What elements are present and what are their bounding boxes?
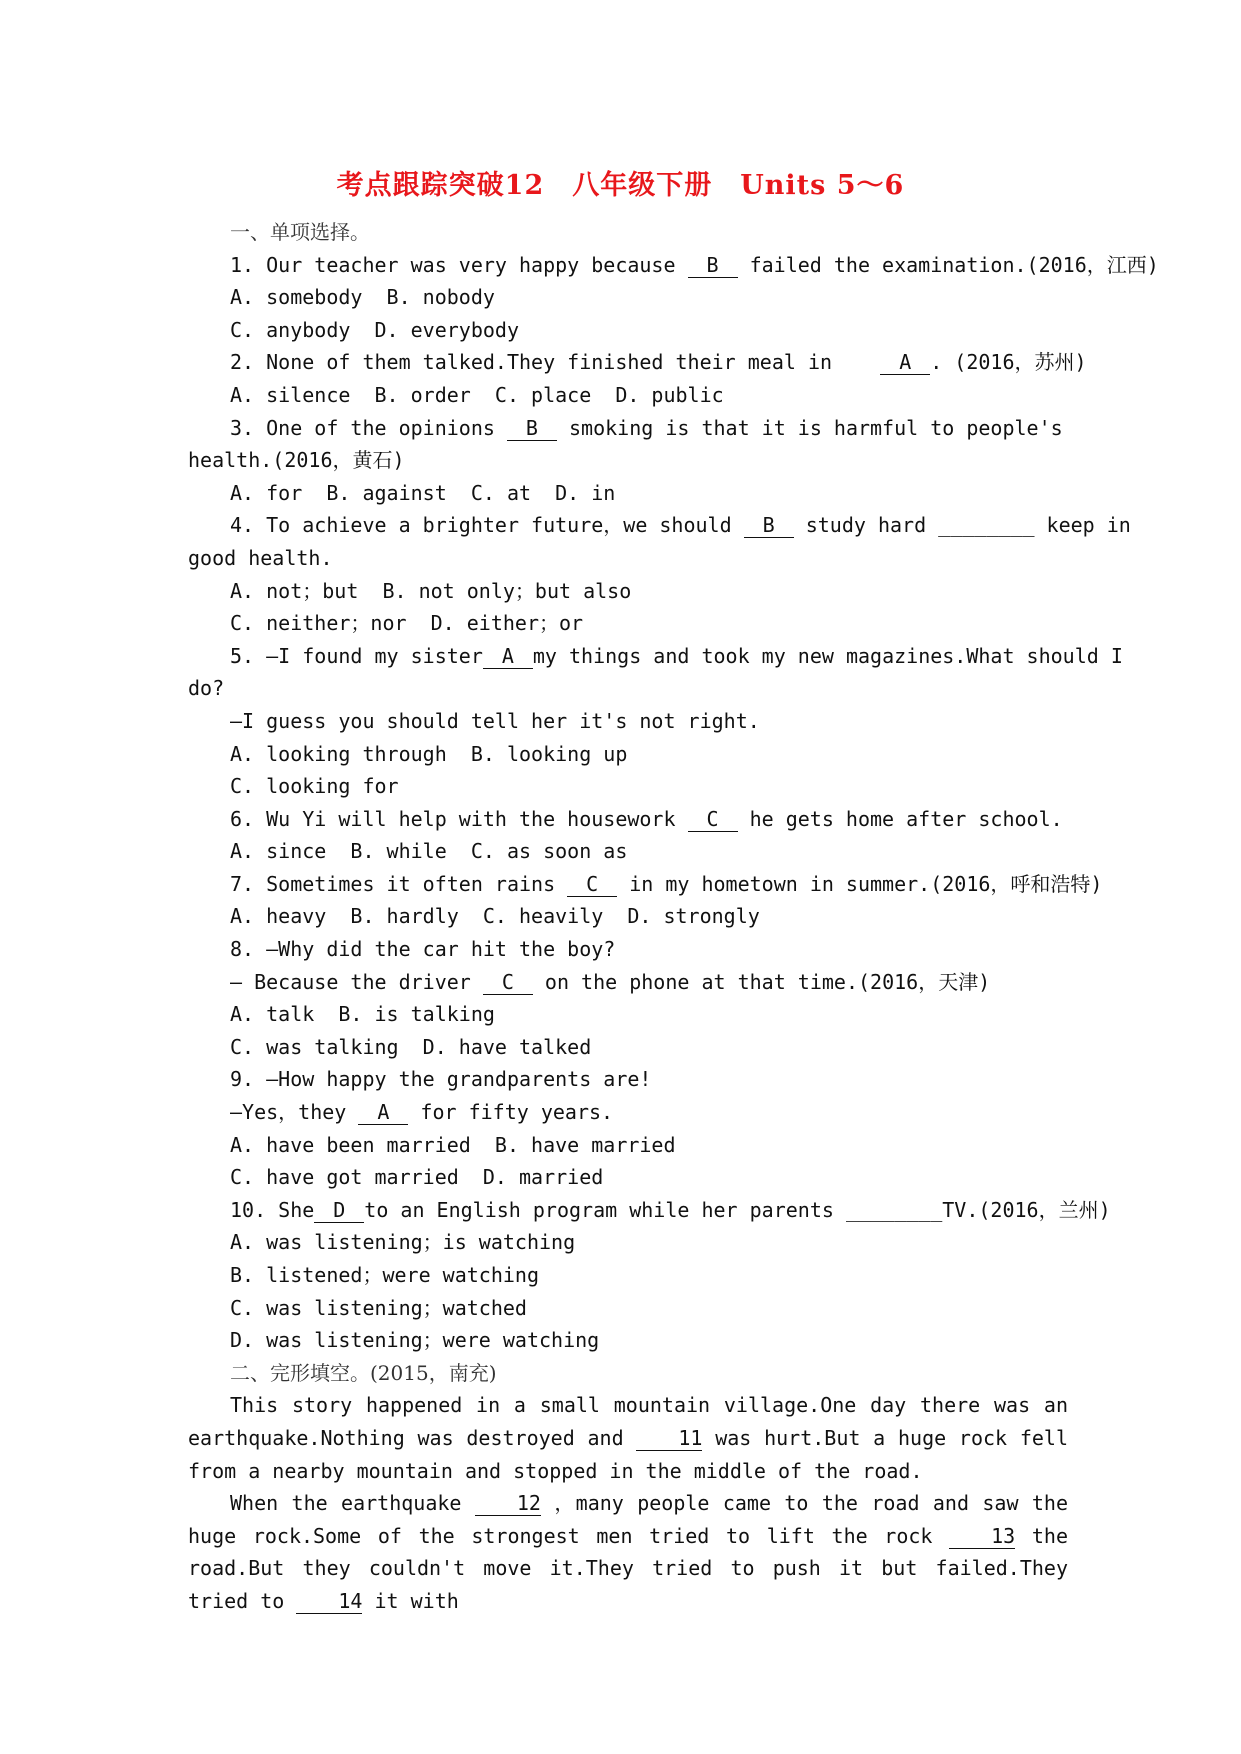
question-8: 8. —Why did the car hit the boy? — [230, 937, 616, 962]
question-options: C. have got married D. married — [230, 1165, 604, 1190]
question-options: A. talk B. is talking — [230, 1002, 495, 1027]
question-options: C. anybody D. everybody — [230, 317, 519, 342]
question-option: D. was listening；were watching — [230, 1328, 600, 1353]
dialogue-line: —I guess you should tell her it's not right. — [230, 708, 760, 733]
answer-blank: A — [483, 644, 533, 669]
cloze-blank: 13 — [949, 1524, 1015, 1549]
question-10: 10. She D to an English program while her parents ________TV.(2016，兰州) — [230, 1197, 1111, 1222]
document-body — [188, 216, 1159, 1618]
question-options: C. neither；nor D. either；or — [230, 611, 584, 636]
question-3: 3. One of the opinions B smoking is that it is harmful to people's — [230, 415, 1063, 440]
section-heading: 二、完形填空。(2015，南充) — [230, 1360, 497, 1385]
question-options: A. looking through B. looking up — [230, 741, 628, 766]
answer-blank: D — [314, 1198, 364, 1223]
question-continuation: health.(2016，黄石) — [188, 448, 405, 473]
cloze-paragraph: When the earthquake 12 ，many people came to the road and saw the huge rock.Some of the strongest men tried to lift the rock 13 the road.But they couldn't move it.They tried to push it but failed.They tried to 14 it with — [188, 1491, 1068, 1613]
question-options: A. have been married B. have married — [230, 1132, 676, 1157]
question-5: 5. —I found my sister A my things and took my new magazines.What should I — [230, 643, 1123, 668]
section-heading: 一、单项选择。 — [230, 220, 370, 244]
answer-blank: B — [507, 416, 557, 441]
cloze-blank: 14 — [296, 1589, 362, 1614]
answer-blank: A — [358, 1100, 408, 1125]
answer-blank: A — [880, 350, 930, 375]
cloze-paragraph: This story happened in a small mountain village.One day there was an earthquake.Nothing was destroyed and 11 was hurt.But a huge rock fell from a nearby mountain and stopped in the middle of the road. — [188, 1393, 1068, 1483]
dialogue-line: — Because the driver C on the phone at that time.(2016，天津) — [230, 969, 991, 994]
question-options: A. for B. against C. at D. in — [230, 480, 616, 505]
question-option: B. listened；were watching — [230, 1263, 539, 1287]
cloze-blank: 11 — [636, 1426, 702, 1451]
answer-blank: B — [688, 253, 738, 278]
question-2: 2. None of them talked.They finished their meal in A . (2016，苏州) — [230, 350, 1087, 375]
question-options: A. heavy B. hardly C. heavily D. strongly — [230, 904, 760, 929]
question-option: C. was listening；watched — [230, 1295, 527, 1320]
cloze-blank: 12 — [475, 1491, 541, 1516]
question-9: 9. —How happy the grandparents are! — [230, 1067, 652, 1092]
question-options: A. silence B. order C. place D. public — [230, 382, 724, 407]
question-options: A. not；but B. not only；but also — [230, 578, 632, 603]
answer-blank: C — [567, 872, 617, 897]
answer-blank: B — [744, 513, 794, 538]
question-option: A. was listening；is watching — [230, 1230, 576, 1255]
question-options: C. looking for — [230, 774, 399, 799]
question-1: 1. Our teacher was very happy because B failed the examination.(2016，江西) — [230, 252, 1159, 277]
dialogue-line: —Yes，they A for fifty years. — [230, 1100, 614, 1125]
question-7: 7. Sometimes it often rains C in my hometown in summer.(2016，呼和浩特) — [230, 871, 1103, 896]
answer-blank: C — [688, 807, 738, 832]
question-options: A. somebody B. nobody — [230, 285, 495, 310]
question-options: C. was talking D. have talked — [230, 1034, 592, 1059]
page-title: 考点跟踪突破12 八年级下册 Units 5～6 — [336, 170, 905, 201]
question-continuation: good health. — [188, 545, 333, 570]
question-options: A. since B. while C. as soon as — [230, 839, 628, 864]
answer-blank: C — [483, 970, 533, 995]
question-continuation: do? — [188, 676, 225, 701]
question-6: 6. Wu Yi will help with the housework C he gets home after school. — [230, 806, 1063, 831]
question-4: 4. To achieve a brighter future，we should B study hard ________ keep in — [230, 513, 1131, 538]
